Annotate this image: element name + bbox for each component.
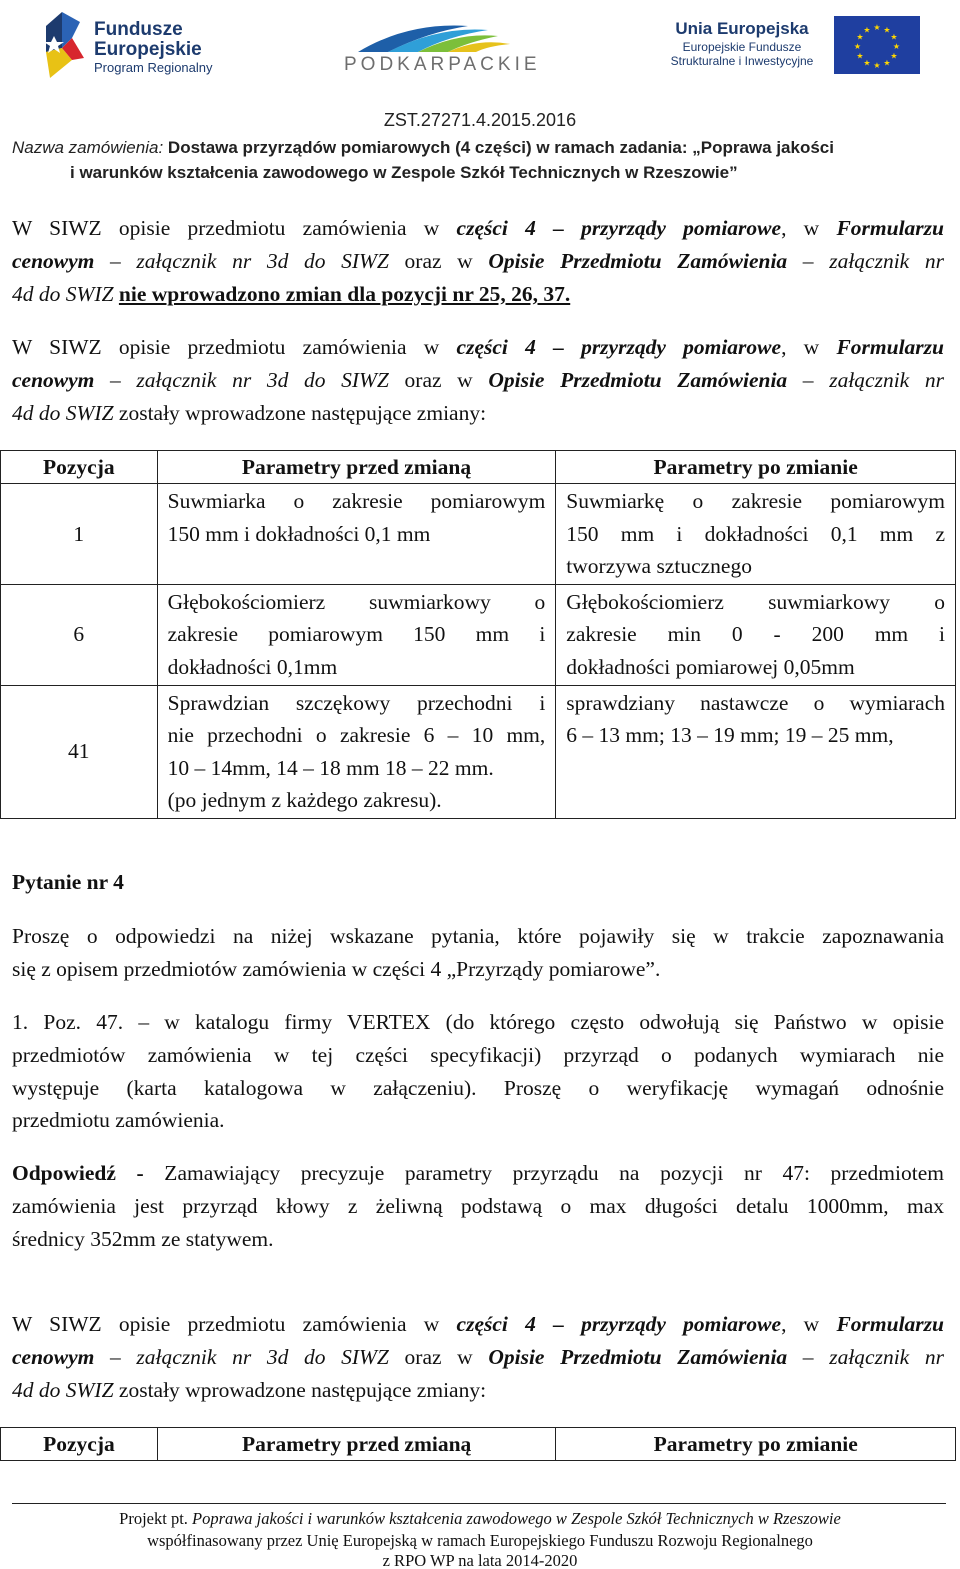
changes-table-2 [0,1427,956,1461]
table-row [1,484,956,585]
svg-text:★: ★ [863,25,871,35]
question-intro: Proszę o odpowiedzi na niżej wskazane pytania, które pojawiły się w trakcie zapoznawania się z opisem przedmiotów zamówienia w części 4 „Przyrządy pomiarowe”. [12,924,944,981]
svg-text:★: ★ [883,25,891,35]
para2-line3: 4d do SWIZ zostały wprowadzone następujące zmiany: [12,400,487,425]
before-cell: Suwmiarka o zakresie pomiarowym 150 mm i dokładności 0,1 mm [157,484,556,585]
svg-text:★: ★ [853,42,862,51]
column-header-position: Pozycja [1,451,158,484]
table-header-row [1,451,956,484]
ue-logo-line2: Europejskie Fundusze [682,40,802,54]
fe-logo-line3: Program Regionalny [94,60,213,75]
after-cell: sprawdziany nastawcze o wymiarach 6 – 13 mm; 13 – 19 mm; 19 – 25 mm, [556,685,956,818]
svg-text:★: ★ [883,58,891,68]
column-header-before: Parametry przed zmianą [157,451,556,484]
svg-text:★: ★ [863,58,871,68]
paragraph-no-changes [12,212,944,310]
after-cell: Suwmiarkę o zakresie pomiarowym 150 mm i dokładności 0,1 mm z tworzywa sztucznego [556,484,956,585]
svg-text:★: ★ [873,23,881,32]
paragraph-changes-intro [12,331,944,429]
footer-divider [12,1503,946,1504]
changes-table [0,450,956,819]
footer-line1: Projekt pt. Poprawa jakości i warunków kształcenia zawodowego w Zespole Szkół Technicznych w Rzeszowie [119,1509,841,1528]
footer-line3: z RPO WP na lata 2014-2020 [382,1551,578,1569]
column-header-after: Parametry po zmianie [556,1428,956,1461]
table-row [1,685,956,818]
question-heading: Pytanie nr 4 [12,870,124,894]
ue-logo-line1: Unia Europejska [675,19,809,38]
footer-line2: współfinasowany przez Unię Europejską w ramach Europejskiego Funduszu Rozwoju Regionalnego [147,1531,813,1550]
para1-line3: 4d do SWIZ nie wprowadzono zmian dla pozycji nr 25, 26, 37. [12,281,571,306]
order-name-text-2: i warunków kształcenia zawodowego w Zespole Szkół Technicznych w Rzeszowie” [70,163,738,182]
fe-logo-line1: Fundusze [94,19,183,40]
answer-label: Odpowiedź - [12,1161,144,1185]
before-cell: Głębokościomierz suwmiarkowy o zakresie pomiarowym 150 mm i dokładności 0,1mm [157,584,556,685]
svg-text:★: ★ [892,42,901,51]
para1-line2: cenowym – załącznik nr 3d do SIWZ oraz w Opisie Przedmiotu Zamówienia – załącznik nr [12,248,944,273]
para3-line2: cenowym – załącznik nr 3d do SIWZ oraz w Opisie Przedmiotu Zamówienia – załącznik nr [12,1344,944,1369]
svg-text:★: ★ [890,32,898,42]
podkarpackie-logo [338,18,541,80]
ue-logo-line3: Strukturalne i Inwestycyjne [670,54,814,68]
column-header-before: Parametry przed zmianą [157,1428,556,1461]
svg-text:★: ★ [856,51,864,61]
position-cell: 41 [1,685,158,818]
fe-logo-line2: Europejskie [94,39,202,60]
para3-line1: W SIWZ opisie przedmiotu zamówienia w części 4 – przyrządy pomiarowe, w Formularzu [12,1312,944,1336]
eu-flag-icon [834,16,920,74]
fundusze-europejskie-logo [40,8,230,80]
svg-text:★: ★ [873,61,881,70]
order-name-label: Nazwa zamówienia: [12,138,164,157]
before-cell: Sprawdzian szczękowy przechodni i nie przechodni o zakresie 6 – 10 mm, 10 – 14mm, 14 – 18 mm 18 – 22 mm. (po jednym z każdego zakresu). [157,685,556,818]
position-cell: 1 [1,484,158,585]
answer: Odpowiedź - Zamawiający precyzuje parametry przyrządu na pozycji nr 47: przedmiotem zamówienia jest przyrząd kłowy z żeliwną podstawą o max długości detalu 1000mm, max średnicy 352mm ze statywem. [12,1161,944,1251]
para2-line2: cenowym – załącznik nr 3d do SIWZ oraz w Opisie Przedmiotu Zamówienia – załącznik nr [12,367,944,392]
order-name-line2 [70,163,738,183]
para3-line3: 4d do SWIZ zostały wprowadzone następujące zmiany: [12,1377,487,1402]
order-name-line1 [12,138,834,158]
unia-europejska-logo [656,14,920,78]
position-cell: 6 [1,584,158,685]
after-cell: Głębokościomierz suwmiarkowy o zakresie min 0 - 200 mm i dokładności pomiarowej 0,05mm [556,584,956,685]
svg-text:★: ★ [856,32,864,42]
fundusze-europejskie-mark-icon [40,8,86,80]
order-name-text-1: Dostawa przyrządów pomiarowych (4 części) w ramach zadania: „Poprawa jakości [167,138,834,157]
table-header-row [1,1428,956,1461]
svg-text:★: ★ [890,51,898,61]
paragraph-changes-intro-2 [12,1308,944,1406]
column-header-position: Pozycja [1,1428,158,1461]
question-item: 1. Poz. 47. – w katalogu firmy VERTEX (do którego często odwołują się Państwo w opisie przedmiotów zamówienia w tej części specyfikacji) przyrząd o podanych wymiarach nie występuje (karta katalogowa w załączeniu). Proszę o weryfikację wymagań odnośnie przedmiotu zamówienia. [12,1010,944,1133]
no-changes-note: nie wprowadzono zmian dla pozycji nr 25, 26, 37. [118,281,571,306]
podkarpackie-logo-text: PODKARPACKIE [344,54,541,75]
table-row [1,584,956,685]
column-header-after: Parametry po zmianie [556,451,956,484]
podkarpackie-mountains-icon [348,18,518,54]
reference-number: ZST.27271.4.2015.2016 [383,110,577,130]
para2-line1: W SIWZ opisie przedmiotu zamówienia w części 4 – przyrządy pomiarowe, w Formularzu [12,335,944,359]
para1-line1: W SIWZ opisie przedmiotu zamówienia w części 4 – przyrządy pomiarowe, w Formularzu [12,216,944,240]
